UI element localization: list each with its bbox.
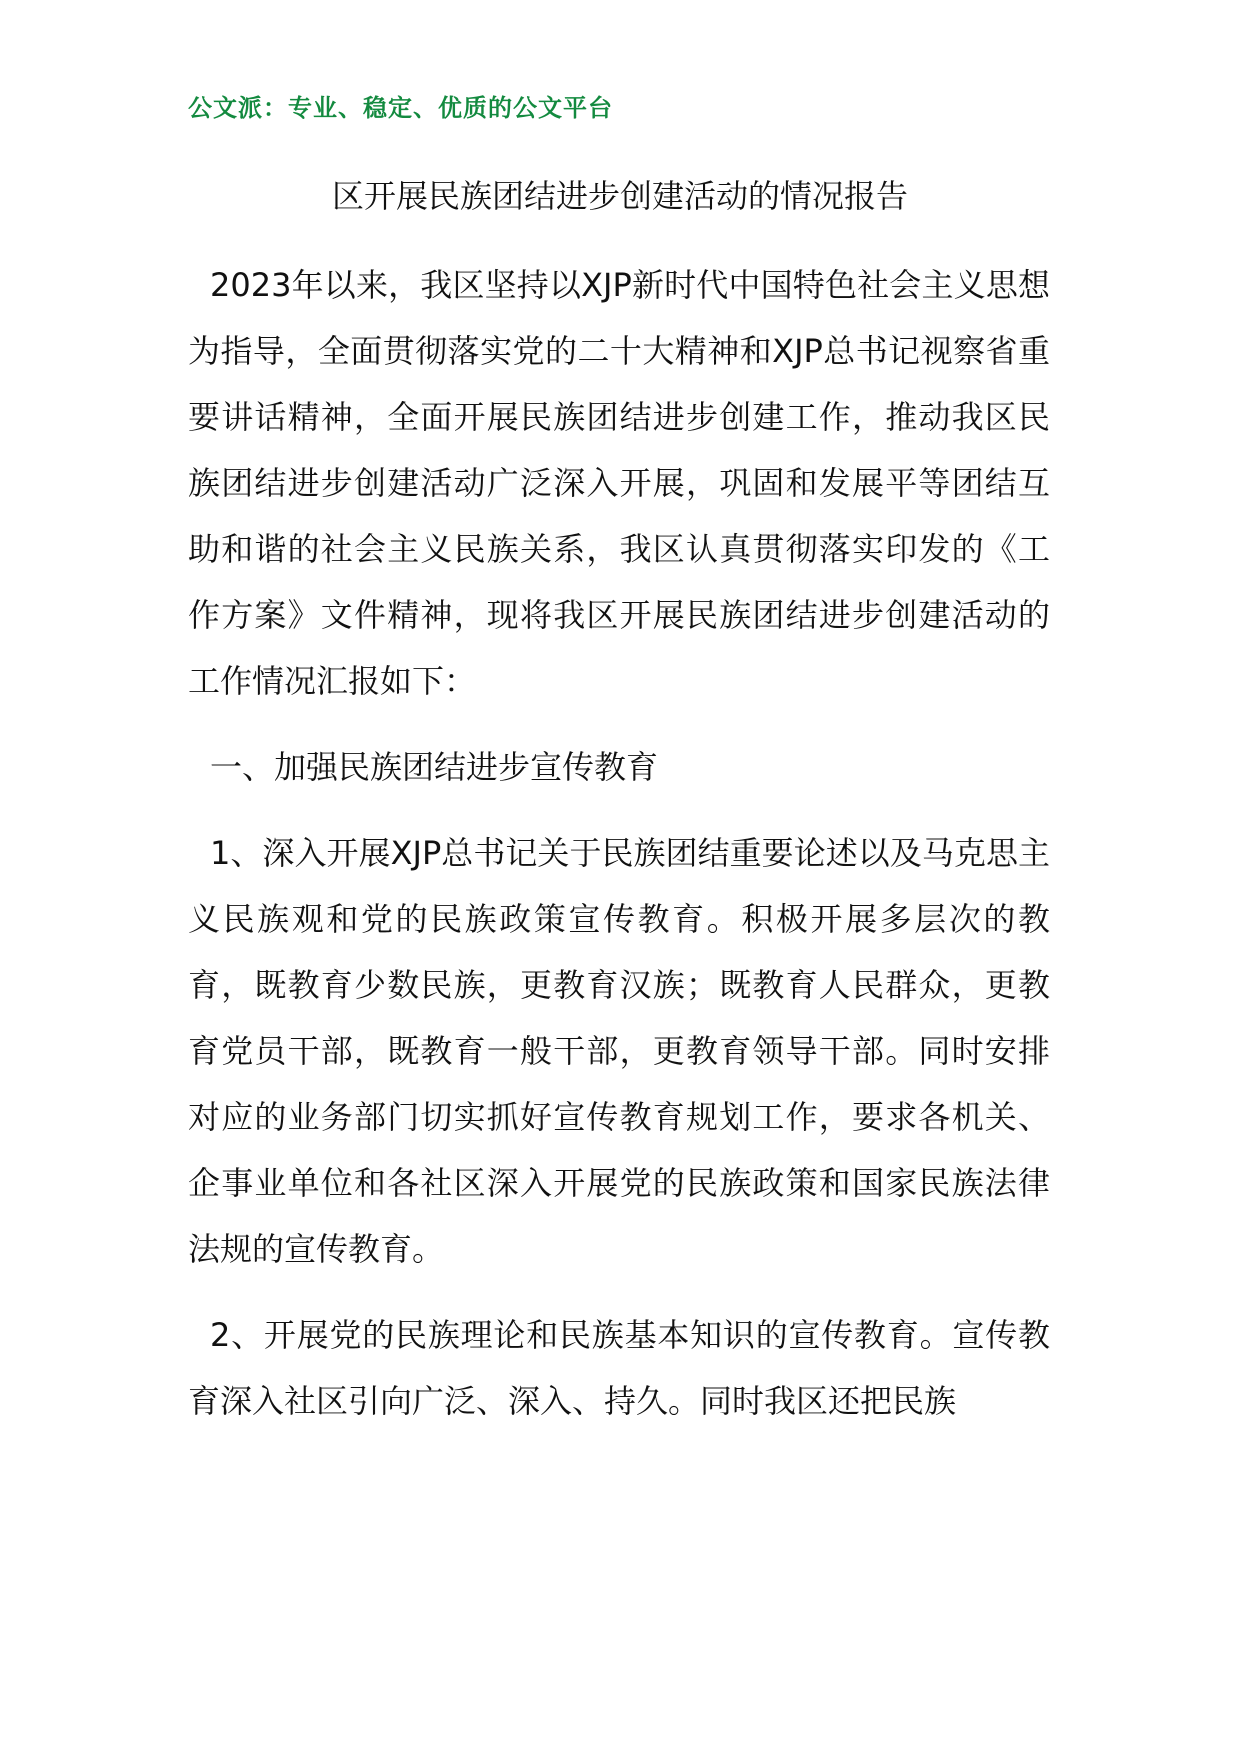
intro-paragraph: 2023年以来，我区坚持以XJP新时代中国特色社会主义思想为指导，全面贯彻落实党的二十大精神和XJP总书记视察省重要讲话精神，全面开展民族团结进步创建工作，推动我区民族团结进步创建活动广泛深入开展，巩固和发展平等团结互助和谐的社会主义民族关系，我区认真贯彻落实印发的《工作方案》文件精神，现将我区开展民族团结进步创建活动的工作情况汇报如下： <box>188 266 1050 700</box>
section-heading-1: 一、加强民族团结进步宣传教育 <box>210 748 659 786</box>
document-title: 区开展民族团结进步创建活动的情况报告 <box>331 177 908 215</box>
header-brand-text: 公文派：专业、稳定、优质的公文平台 <box>188 94 613 122</box>
paragraph-item-1: 1、深入开展XJP总书记关于民族团结重要论述以及马克思主义民族观和党的民族政策宣传教育。积极开展多层次的教育，既教育少数民族，更教育汉族；既教育人民群众，更教育党员干部，既教育一般干部，更教育领导干部。同时安排对应的业务部门切实抓好宣传教育规划工作，要求各机关、企事业单位和各社区深入开展党的民族政策和国家民族法律法规的宣传教育。 <box>188 834 1050 1268</box>
paragraph-item-2: 2、开展党的民族理论和民族基本知识的宣传教育。宣传教育深入社区引向广泛、深入、持久。同时我区还把民族 <box>188 1316 1050 1420</box>
document-body <box>188 252 1050 1434</box>
